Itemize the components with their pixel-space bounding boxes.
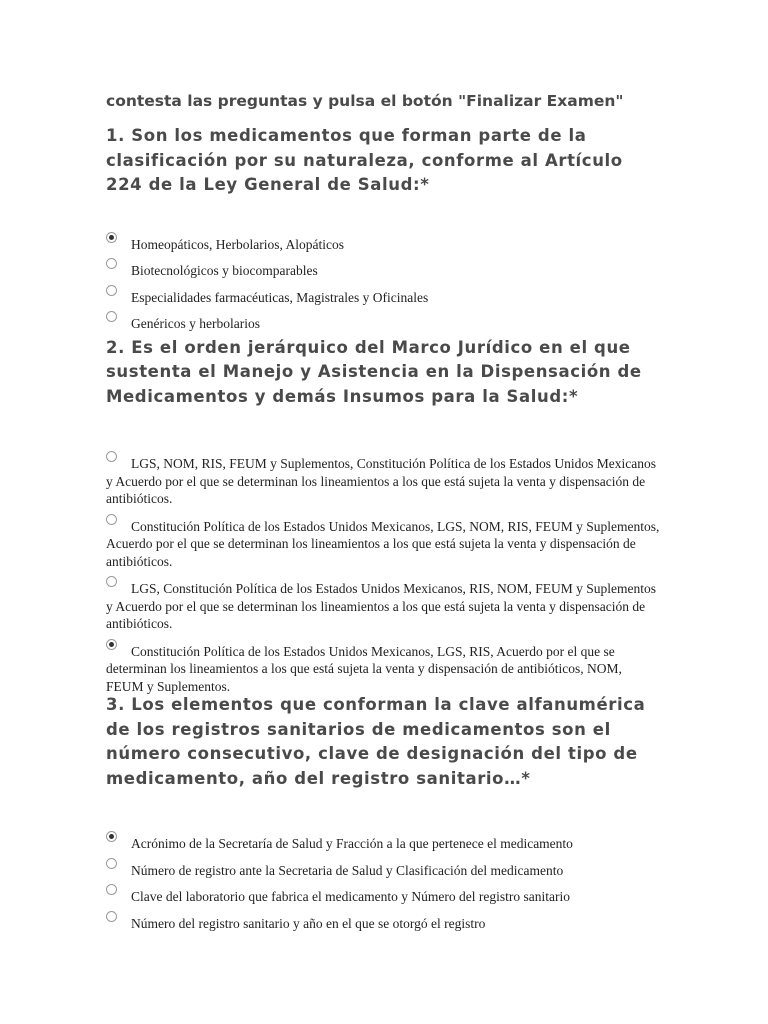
radio-button[interactable] xyxy=(106,451,117,462)
answer-option[interactable] xyxy=(106,888,662,906)
answer-options xyxy=(106,455,662,695)
answer-option[interactable] xyxy=(106,262,662,280)
question-title: 3. Los elementos que conforman la clave alfanumérica de los registros sanitarios de medicamentos son el número consecutivo, clave de designación del tipo de medicamento, año del registro sanitario…* xyxy=(106,695,646,788)
answer-option[interactable] xyxy=(106,315,662,333)
radio-button[interactable] xyxy=(106,258,117,269)
question-3 xyxy=(106,693,662,932)
answer-option[interactable] xyxy=(106,643,662,696)
answer-option[interactable] xyxy=(106,580,662,633)
question-1 xyxy=(106,124,662,333)
answer-option[interactable] xyxy=(106,835,662,853)
answer-label: LGS, NOM, RIS, FEUM y Suplementos, Constitución Política de los Estados Unidos Mexicanos y Acuerdo por el que se determinan los lineamientos a los que está sujeta la venta y dispensación de antibióticos. xyxy=(106,456,656,506)
radio-button[interactable] xyxy=(106,576,117,587)
radio-button[interactable] xyxy=(106,884,117,895)
radio-button[interactable] xyxy=(106,639,117,650)
radio-button[interactable] xyxy=(106,831,117,842)
radio-button[interactable] xyxy=(106,285,117,296)
answer-label: Número del registro sanitario y año en el que se otorgó el registro xyxy=(131,915,486,931)
answer-label: Constitución Política de los Estados Unidos Mexicanos, LGS, NOM, RIS, FEUM y Suplementos, Acuerdo por el que se determinan los lineamientos a los que está sujeta la venta y dispensación de antibióticos. xyxy=(106,518,660,569)
answer-option[interactable] xyxy=(106,518,662,571)
answer-label: Biotecnológicos y biocomparables xyxy=(131,263,318,278)
instructions-text: contesta las preguntas y pulsa el botón "Finalizar Examen" xyxy=(106,92,624,110)
question-title: 1. Son los medicamentos que forman parte de la clasificación por su naturaleza, conforme al Artículo 224 de la Ley General de Salud:* xyxy=(106,126,623,194)
exam-form xyxy=(106,92,662,941)
answer-label: Homeopáticos, Herbolarios, Alopáticos xyxy=(131,236,344,252)
radio-button[interactable] xyxy=(106,232,117,243)
question-title: 2. Es el orden jerárquico del Marco Jurídico en el que sustenta el Manejo y Asistencia en la Dispensación de Medicamentos y demás Insumos para la Salud:* xyxy=(106,337,642,406)
answer-label: Especialidades farmacéuticas, Magistrales y Oficinales xyxy=(131,289,429,305)
answer-label: LGS, Constitución Política de los Estados Unidos Mexicanos, RIS, NOM, FEUM y Suplementos y Acuerdo por el que se determinan los lineamientos a los que está sujeta la venta y dispensación de antibióticos. xyxy=(106,581,656,631)
answer-label: Número de registro ante la Secretaria de Salud y Clasificación del medicamento xyxy=(131,862,564,878)
answer-option[interactable] xyxy=(106,862,662,880)
question-2 xyxy=(106,336,662,696)
answer-label: Genéricos y herbolarios xyxy=(131,316,260,331)
answer-option[interactable] xyxy=(106,455,662,508)
radio-button[interactable] xyxy=(106,858,117,869)
answer-option[interactable] xyxy=(106,289,662,307)
answer-options xyxy=(106,236,662,333)
answer-option[interactable] xyxy=(106,915,662,933)
answer-label: Constitución Política de los Estados Unidos Mexicanos, LGS, RIS, Acuerdo por el que se determinan los lineamientos a los que está sujeta la venta y dispensación de antibióticos, NOM, FEUM y Suplementos. xyxy=(106,643,622,694)
answer-options xyxy=(106,835,662,932)
radio-button[interactable] xyxy=(106,911,117,922)
answer-label: Acrónimo de la Secretaría de Salud y Fracción a la que pertenece el medicamento xyxy=(131,836,573,851)
radio-button[interactable] xyxy=(106,514,117,525)
answer-option[interactable] xyxy=(106,236,662,254)
radio-button[interactable] xyxy=(106,311,117,322)
answer-label: Clave del laboratorio que fabrica el medicamento y Número del registro sanitario xyxy=(131,889,570,904)
